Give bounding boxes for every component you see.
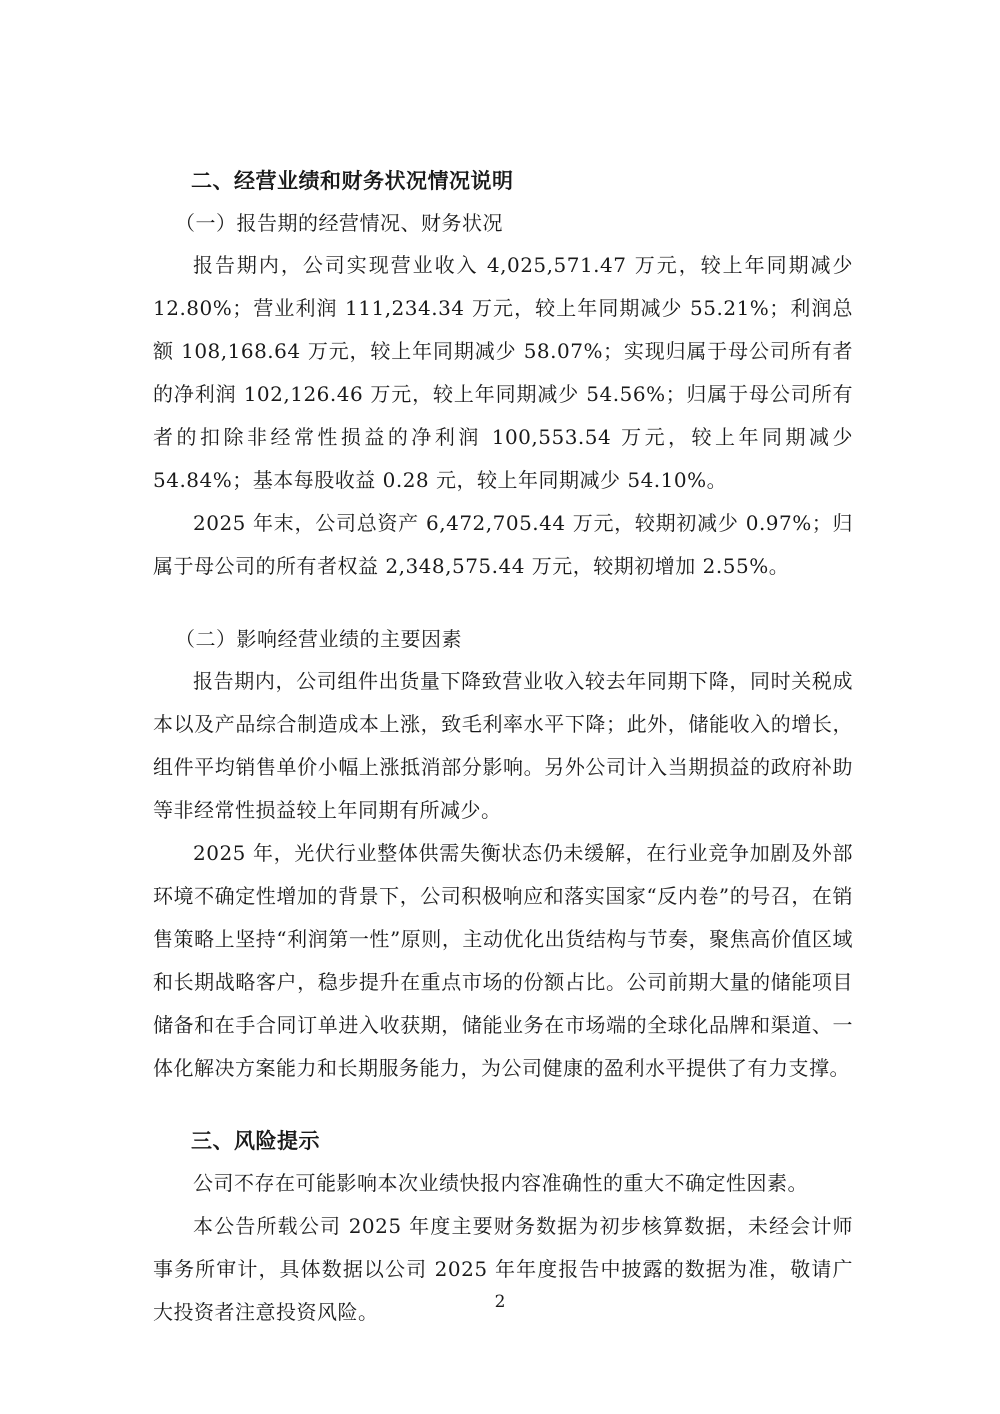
section-2-1-heading: （一）报告期的经营情况、财务状况 — [175, 211, 503, 235]
no-uncertainty-paragraph: 公司不存在可能影响本次业绩快报内容准确性的重大不确定性因素。 — [193, 1171, 808, 1195]
preliminary-data-paragraph: 本公告所载公司 2025 年度主要财务数据为初步核算数据，未经会计师事务所审计，具体数据以公司 2025 年年度报告中披露的数据为准，敬请广大投资者注意投资风险。 — [153, 1214, 853, 1324]
page-number: 2 — [494, 1292, 506, 1312]
spacer — [153, 1090, 853, 1120]
operating-results-paragraph: 报告期内，公司实现营业收入 4,025,571.47 万元，较上年同期减少 12.80%；营业利润 111,234.34 万元，较上年同期减少 55.21%；利润总额 108,168.64 万元，较上年同期减少 58.07%；实现归属于母公司所有者的净利润 102,126.46 万元，较上年同期减少 54.56%；归属于母公司所有者的扣除非经常性损益的净利润 100,553.54 万元，较上年同期减少 54.84%；基本每股收益 0.28 元，较上年同期减少 54.10%。 — [153, 253, 853, 492]
main-factors-paragraph: 报告期内，公司组件出货量下降致营业收入较去年同期下降，同时关税成本以及产品综合制造成本上涨，致毛利率水平下降；此外，储能收入的增长，组件平均销售单价小幅上涨抵消部分影响。另外公司计入当期损益的政府补助等非经常性损益较上年同期有所减少。 — [153, 669, 853, 822]
spacer — [153, 588, 853, 618]
document-body — [153, 160, 853, 1334]
year-end-assets-paragraph: 2025 年末，公司总资产 6,472,705.44 万元，较期初减少 0.97%；归属于母公司的所有者权益 2,348,575.44 万元，较期初增加 2.55%。 — [153, 511, 853, 578]
section-2-heading: 二、经营业绩和财务状况情况说明 — [191, 169, 514, 193]
industry-context-paragraph: 2025 年，光伏行业整体供需失衡状态仍未缓解，在行业竞争加剧及外部环境不确定性增加的背景下，公司积极响应和落实国家“反内卷”的号召，在销售策略上坚持“利润第一性”原则，主动优化出货结构与节奏，聚焦高价值区域和长期战略客户，稳步提升在重点市场的份额占比。公司前期大量的储能项目储备和在手合同订单进入收获期，储能业务在市场端的全球化品牌和渠道、一体化解决方案能力和长期服务能力，为公司健康的盈利水平提供了有力支撑。 — [153, 841, 853, 1080]
section-3-heading: 三、风险提示 — [191, 1129, 320, 1153]
section-2-2-heading: （二）影响经营业绩的主要因素 — [175, 627, 462, 651]
